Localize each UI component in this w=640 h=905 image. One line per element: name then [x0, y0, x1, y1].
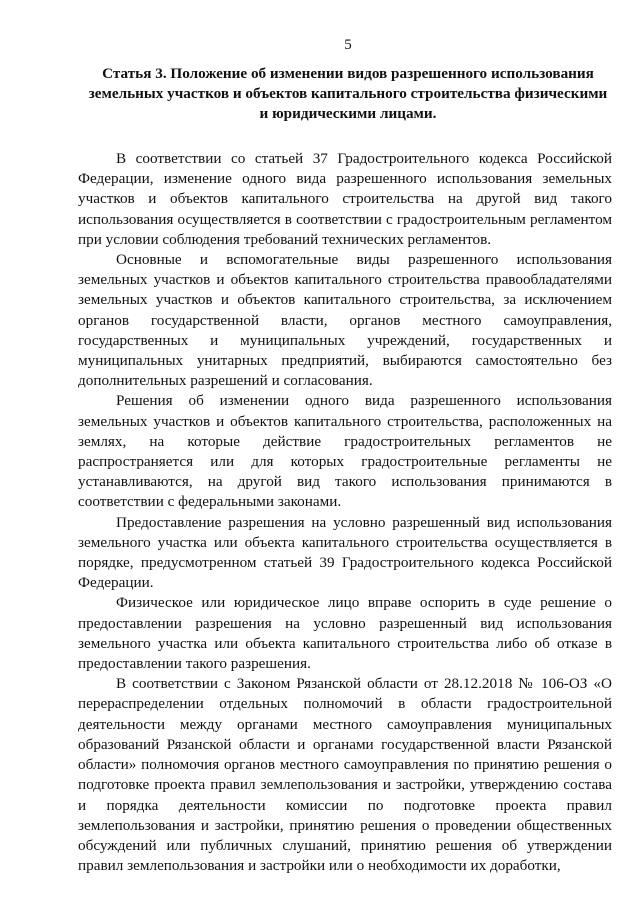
page-number: 5 — [344, 37, 352, 53]
article-paragraph: Основные и вспомогательные виды разрешенного использования земельных участков и объектов капитального строительства правообладателями земельных участков и объектов капитального строительства, за исключением органов государственной власти, органов местного самоуправления, государственных и муниципальных учреждений, государственных и муниципальных унитарных предприятий, выбираются самостоятельно без дополнительных разрешений и согласования. — [78, 251, 612, 390]
article-title: Статья 3. Положение об изменении видов разрешенного использования земельных участков и объектов капитального строительства физическими и юридическими лицами. — [88, 65, 608, 122]
article-paragraph: Решения об изменении одного вида разрешенного использования земельных участков и объектов капитального строительства, расположенных на землях, на которые действие градостроительных регламентов не распространяется или для которых градостроительные регламенты не устанавливаются, на другой вид такого использования принимаются в соответствии с федеральными законами. — [78, 392, 612, 511]
article-paragraph: Физическое или юридическое лицо вправе оспорить в суде решение о предоставлении разрешения на условно разрешенный вид использования земельного участка или объекта капитального строительства либо об отказе в предоставлении такого разрешения. — [78, 594, 612, 673]
article-paragraph: В соответствии с Законом Рязанской области от 28.12.2018 № 106-ОЗ «О перераспределении отдельных полномочий в области градостроительной деятельности между органами местного самоуправления муниципальных образований Рязанской области и органами государственной власти Рязанской области» полномочия органов местного самоуправления по принятию решения о подготовке проекта правил землепользования и застройки, утверждению состава и порядка деятельности комиссии по подготовке проекта правил землепользования и застройки, принятию решения о проведении общественных обсуждений или публичных слушаний, принятию решения об утверждении правил землепользования и застройки или о необходимости их доработки, — [78, 675, 612, 875]
article-body — [78, 149, 612, 876]
article-paragraph: В соответствии со статьей 37 Градостроительного кодекса Российской Федерации, изменение одного вида разрешенного использования земельных участков и объектов капитального строительства на другой вид такого использования осуществляется в соответствии с градостроительным регламентом при условии соблюдения требований технических регламентов. — [78, 150, 612, 248]
document-page — [78, 36, 612, 876]
article-paragraph: Предоставление разрешения на условно разрешенный вид использования земельного участка или объекта капитального строительства осуществляется в порядке, предусмотренном статьей 39 Градостроительного кодекса Российской Федерации. — [78, 513, 612, 592]
